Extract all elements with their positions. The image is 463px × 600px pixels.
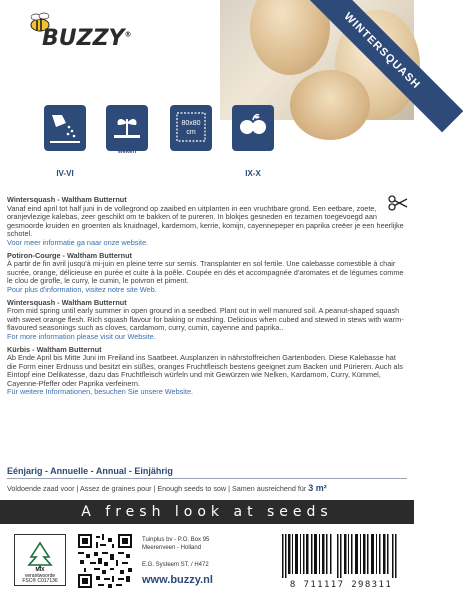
section-link[interactable]: Voor meer informatie ga naar onze website. xyxy=(7,237,149,247)
fsc-label xyxy=(14,534,66,586)
sowing-period: IV-VI xyxy=(56,169,74,178)
cultivation-icons xyxy=(44,105,284,185)
sow-text: Voldoende zaad voor | Assez de graines pour | Enough seeds to sow | Samen ausreichend für xyxy=(7,484,307,493)
section-title: Kürbis - Waltham Butternut xyxy=(7,344,102,354)
logo-text: BUZZY xyxy=(42,26,125,51)
fsc-line: verantwoorde xyxy=(24,572,56,579)
harvest-icon xyxy=(232,105,274,151)
registered-mark: ® xyxy=(124,30,132,39)
qr-code[interactable] xyxy=(78,534,132,588)
sowing-icon xyxy=(44,105,86,151)
germination-time: 3-4 weken xyxy=(117,142,137,155)
website-link[interactable]: www.buzzy.nl xyxy=(142,574,213,586)
spacing-icon xyxy=(170,105,212,151)
section-english xyxy=(7,299,407,342)
company-city: Meerenveen - Holland xyxy=(142,545,202,551)
buzzy-logo xyxy=(22,12,142,62)
section-french xyxy=(7,252,407,295)
sowing-quantity xyxy=(7,483,407,493)
ribbon-label: WINTERSQUASH xyxy=(341,10,423,92)
description-sections xyxy=(7,196,407,401)
annual-label: Eénjarig - Annuelle - Annual - Einjährig xyxy=(7,466,173,476)
section-german xyxy=(7,346,407,398)
company-name: Tuinplus bv - P.O. Box 95 xyxy=(142,537,210,543)
section-body: From mid spring until early summer in open ground in a seedbed. Plant out in well manured soil. A peanut-shaped squash with sweet orange flesh. Rich squash flavour for baking or mashing. Delicious when cubed and stewed in stews with warm-flavoured seasonings such as cloves, cardamom, curry, cumin, cayenne and paprika.. xyxy=(7,306,404,333)
fsc-code: FSC® C017136 xyxy=(22,578,58,585)
fsc-mix: MIX xyxy=(35,567,45,573)
company-reference: E.G. Systeem ST. / H472 xyxy=(142,562,209,568)
section-title: Wintersquash - Waltham Butternut xyxy=(7,195,127,204)
section-body: Vanaf eind april tot half juni in de vollegrond op zaaibed en uitplanten in een vruchtbare grond. Een eetbare, zoete, oranjevlezige kalebas, zeer geschikt om te bakken of te pureren. In blokjes gesneden en tezamen toegevoegd aan gesmoorde kruiden en groenten als kruidnagel, kardemom, kerrie, komijn, cayennepeper en paprika creëer je een heerlijke schotel. xyxy=(7,203,404,239)
section-body: Ab Ende April bis Mitte Juni im Freiland ins Saatbeet. Ausplanzen in nährstoffreichen Gartenboden. Diese Kalebasse hat die Form einer Erdnuss und besitzt ein süßes, oranges Fruchtfleisch bestens geeignet zum Backen und Pürieren. Auch als Eintopf eine Delikatesse, dazu das Fruchtfleisch würfeln und mit Gewürzen wie Nelken, Kardamom, Curry, Kümmel, Cayenne-Pfeffer oder Paprika verfeinern. xyxy=(7,353,403,388)
spacing-value: 80x80 xyxy=(181,120,201,127)
section-link[interactable]: Pour plus d'information, visitez notre site Web. xyxy=(7,284,157,294)
barcode-number: 8 711117 298311 xyxy=(289,580,393,590)
section-link[interactable]: Für weitere Informationen, besuchen Sie unsere Website. xyxy=(7,387,194,397)
company-address xyxy=(142,536,262,552)
variety-ribbon xyxy=(300,0,423,114)
fsc-tree-icon xyxy=(25,541,55,569)
spacing-unit: cm xyxy=(186,129,196,136)
barcode xyxy=(276,534,406,578)
section-body: À partir de fin avril jusqu'à mi-juin en pleine terre sur semis. Transplanter en sol fertile. Une calebasse comestible à chair sucrée, orange, délicieuse en purée et cuite à la poêle. Coupée en dés et accompagnée d'aromates et de légumes comme le clou de girofle, le curry, le cumin, le poivron et piment. xyxy=(7,259,404,286)
tagline: A fresh look at seeds xyxy=(81,504,333,520)
section-link[interactable]: For more information please visit our Website. xyxy=(7,331,156,341)
divider xyxy=(7,478,407,479)
section-dutch xyxy=(7,196,407,248)
harvest-period: IX-X xyxy=(245,169,261,178)
tagline-bar xyxy=(0,500,414,524)
section-title: Potiron-Courge - Waltham Butternut xyxy=(7,250,132,260)
section-title: Wintersquash - Waltham Butternut xyxy=(7,297,127,307)
sow-quantity: 3 m² xyxy=(308,483,327,493)
